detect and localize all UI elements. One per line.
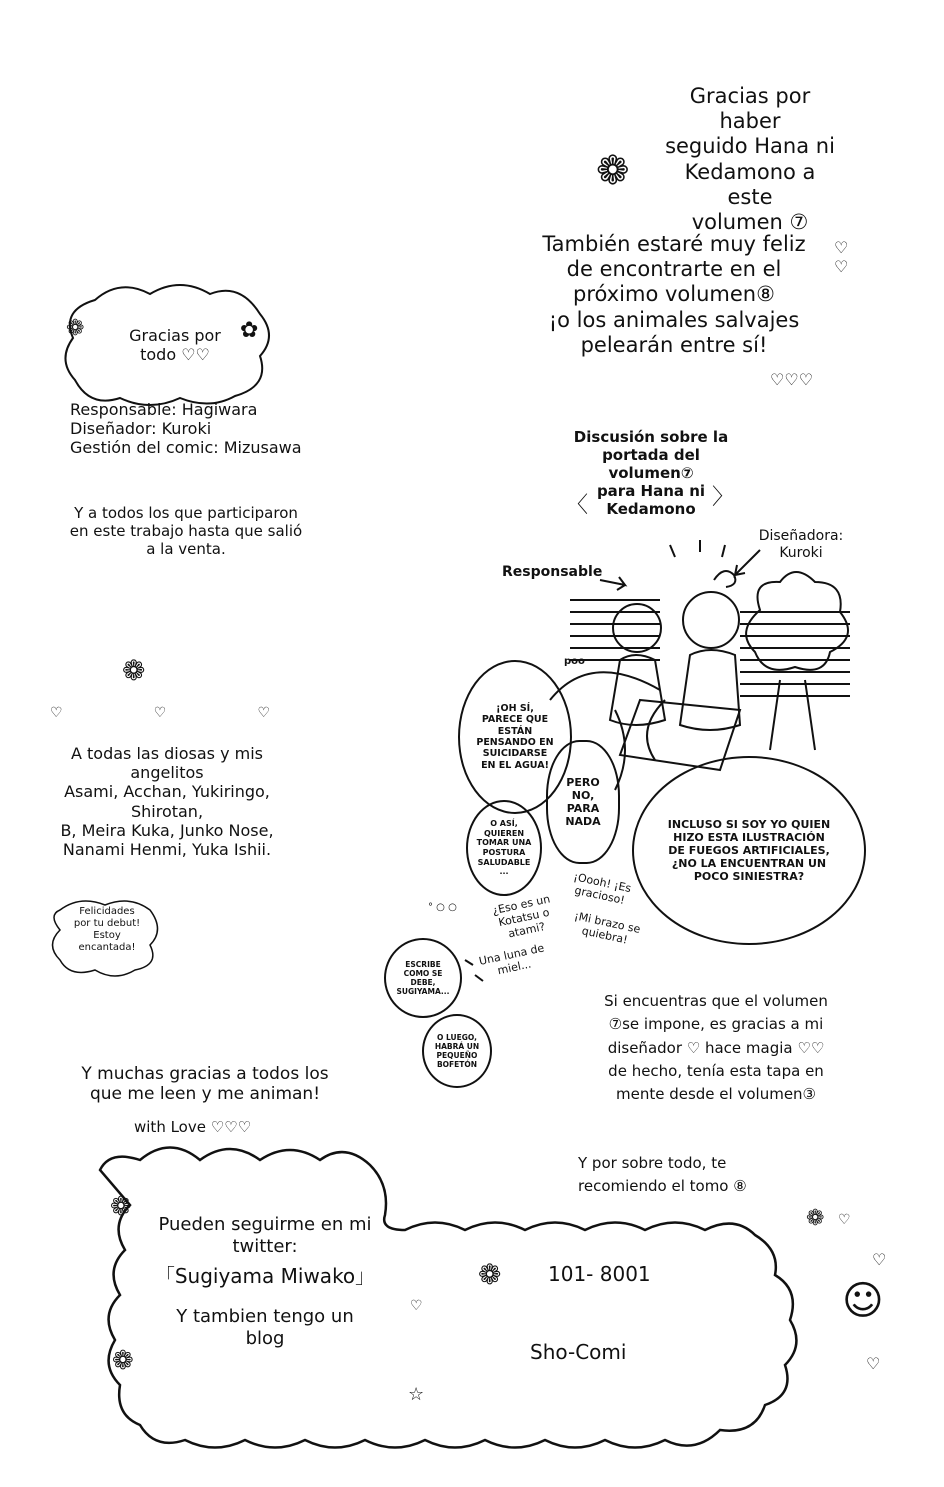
everyone-thanks: Y a todos los que participaron en este trabajo hasta que salió a la venta. xyxy=(69,504,303,558)
heart-icon: ♡ xyxy=(153,705,167,721)
heart-icon: ♡ xyxy=(838,1212,851,1228)
designer-label: Diseñadora: Kuroki xyxy=(758,528,844,561)
thanks-text: Gracias por haber seguido Hana ni Kedamono a este volumen ⑦ xyxy=(665,84,835,234)
comic-arrows xyxy=(600,540,760,590)
bear-icon: ❁ xyxy=(806,1206,825,1231)
magazine-name: Sho-Comi xyxy=(530,1340,627,1364)
credits-cloud-title: Gracias por todo ♡♡ xyxy=(129,326,221,365)
heart-icon: ♡ xyxy=(50,705,63,721)
manager-label: Responsable xyxy=(502,564,603,580)
side-comment-1: ¿Eso es un Kotatsu o atami? xyxy=(491,892,552,941)
hearts-row-icon xyxy=(50,705,270,721)
speech-bubble-5: ESCRIBE COMO SE DEBE, SUGIYAMA... xyxy=(384,938,462,1018)
bear-icon: ❁ xyxy=(596,148,630,194)
heart-icon: ♡ xyxy=(410,1298,423,1314)
bear-icon: ❁ xyxy=(478,1258,502,1291)
bear-icon: ❁ xyxy=(112,1346,134,1376)
bear-icon: ❁ xyxy=(66,316,85,341)
hearts-icon: ♡ ♡ xyxy=(834,238,849,276)
speech-bubble-1: ¡OH SÍ, PARECE QUE ESTÁN PENSANDO EN SUICIDARSE EN EL AGUA! xyxy=(458,660,572,814)
heart-icon: ♡ xyxy=(257,705,270,721)
debut-note: Felicidades por tu debut! Estoy encantada! xyxy=(73,906,141,953)
bracket-left: 〈 xyxy=(566,493,589,518)
heart-bubble-icon: ♡ xyxy=(866,1354,881,1373)
side-comment-3: ¡Oooh! ¡Es gracioso! xyxy=(572,870,633,908)
speech-bubble-4: O ASÍ, QUIEREN TOMAR UNA POSTURA SALUDABLE ... xyxy=(466,800,542,896)
readers-thanks: Y muchas gracias a todos los que me leen y me animan! xyxy=(81,1064,329,1105)
bear-icon: ❁ xyxy=(122,654,146,687)
sfx-poo: poo xyxy=(564,656,585,667)
flower-icon: ✿ xyxy=(240,318,259,343)
recommend-note: Y por sobre todo, te recomiendo el tomo ⑧ xyxy=(578,1154,747,1196)
speech-bubble-2: PERO NO, PARA NADA xyxy=(546,740,620,864)
bear-icon: ❁ xyxy=(110,1192,132,1222)
hearts-row-icon: ♡♡♡ xyxy=(770,370,814,389)
star-icon: ☆ xyxy=(408,1384,425,1405)
next-volume-text: También estaré muy feliz de encontrarte en el próximo volumen⑧ ¡o los animales salvajes pelearán entre sí! xyxy=(542,232,806,357)
designer-note: Si encuentras que el volumen ⑦se impone, es gracias a mi diseñador ♡ hace magia ♡♡ de hecho, tenía esta tapa en mente desde el volumen③ xyxy=(604,992,828,1103)
side-comment-2: Una luna de miel... xyxy=(477,941,546,978)
chibi-character-icon: ☺ xyxy=(842,1278,884,1324)
side-comment-4: ¡Mi brazo se quiebra! xyxy=(573,909,642,947)
thought-dots: ° ○ ○ xyxy=(428,902,457,913)
twitter-intro: Pueden seguirme en mi twitter: xyxy=(158,1214,372,1257)
comic-title: Discusión sobre la portada del volumen⑦ para Hana ni Kedamono xyxy=(573,428,729,518)
twitter-handle[interactable]: 「Sugiyama Miwako」 xyxy=(154,1264,376,1288)
goddesses-thanks: A todas las diosas y mis angelitos Asami, Acchan, Yukiringo, Shirotan, B, Meira Kuka, Junko Nose, Nanami Henmi, Yuka Ishii. xyxy=(60,744,274,859)
speech-bubble-6: O LUEGO, HABRÁ UN PEQUEÑO BOFETÓN xyxy=(422,1014,492,1088)
postal-code: 101- 8001 xyxy=(548,1262,651,1286)
with-love-text: with Love ♡♡♡ xyxy=(134,1118,252,1136)
heart-bubble-icon: ♡ xyxy=(872,1250,887,1269)
speech-bubble-3: INCLUSO SI SOY YO QUIEN HIZO ESTA ILUSTRACIÓN DE FUEGOS ARTIFICIALES, ¿NO LA ENCUENTRAN UN POCO SINIESTRA? xyxy=(632,756,866,945)
bracket-right: 〉 xyxy=(712,485,735,510)
staff-credits: Responsable: Hagiwara Diseñador: Kuroki Gestión del comic: Mizusawa xyxy=(70,400,302,458)
blog-text: Y tambien tengo un blog xyxy=(176,1306,354,1349)
